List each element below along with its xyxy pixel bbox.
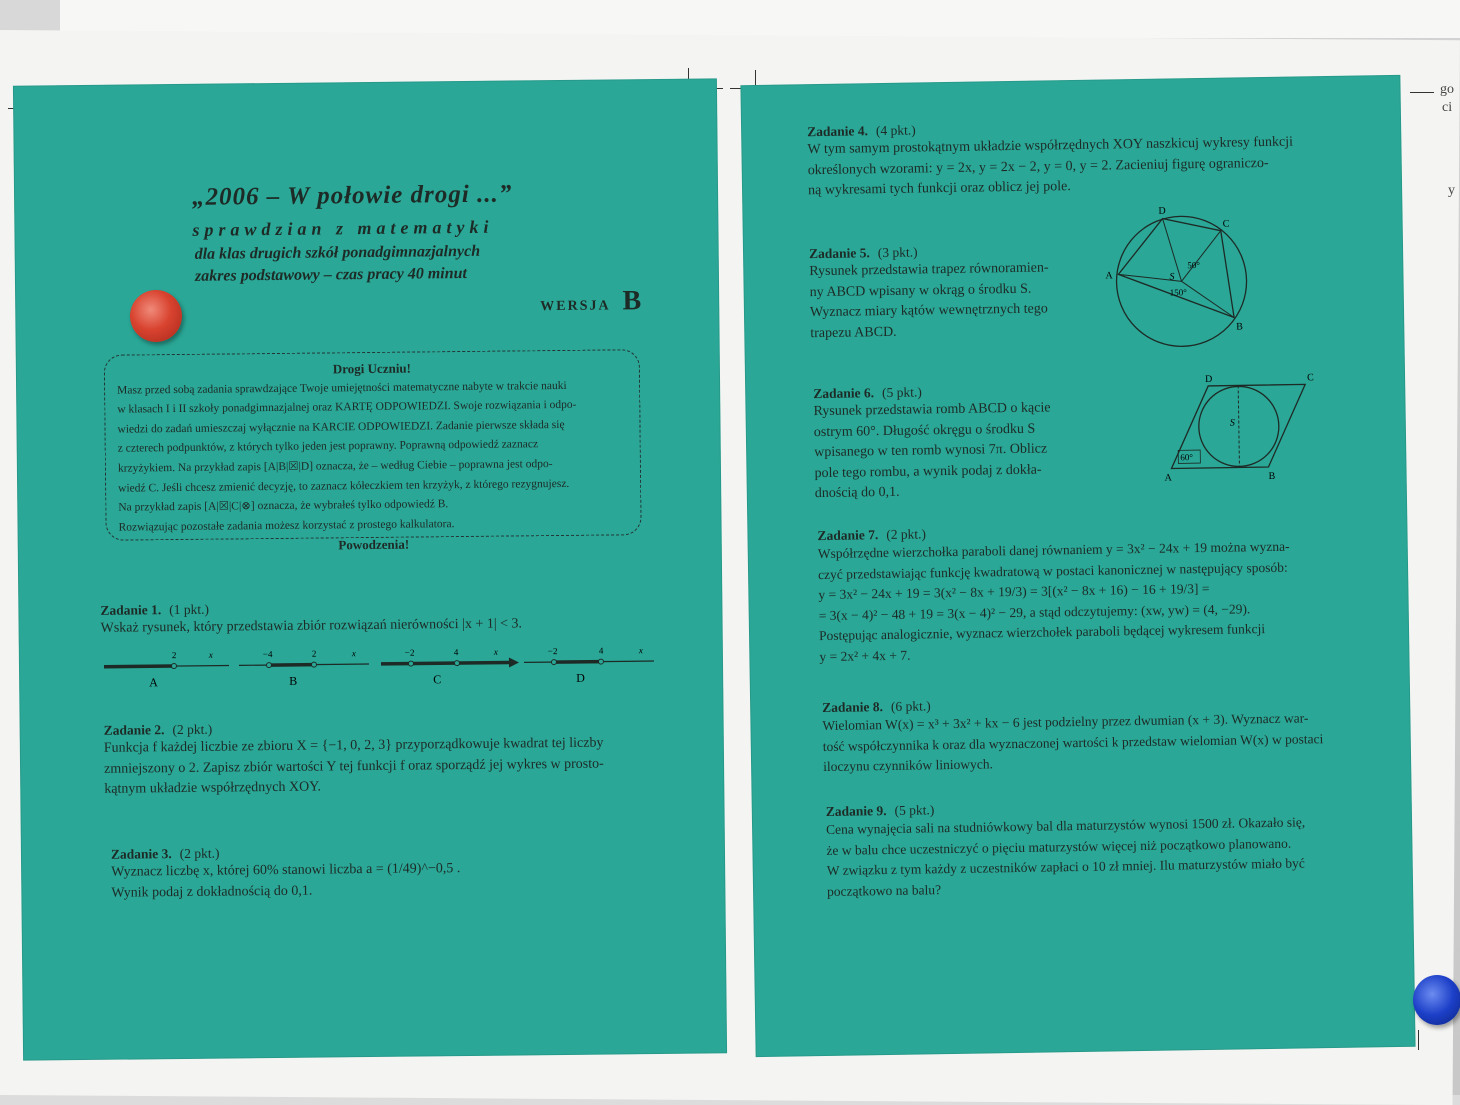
red-pushpin (130, 290, 182, 342)
instructions-line: w klasach I i II szkoły ponadgimnazjalnej oraz KARTĘ ODPOWIEDZI. Swoje rozwiązania i odpo- (117, 395, 627, 420)
tick-label: x (351, 648, 356, 658)
task-2-line: Funkcja f każdej liczbie ze zbioru X = {−1, 0, 2, 3} przyporządkowuje kwadrat tej liczby (104, 733, 674, 759)
vertex-b: B (1269, 471, 1276, 482)
option-b-label: B (289, 674, 297, 688)
task-9 (826, 795, 1387, 902)
task-6-line: ostrym 60°. Długość okręgu o środku S (814, 418, 1114, 443)
task-4-title: Zadanie 4. (807, 123, 868, 139)
number-line-d (524, 645, 654, 685)
task-4-points: (4 pkt.) (876, 122, 916, 138)
task-6-points: (5 pkt.) (882, 384, 922, 400)
task-9-points: (5 pkt.) (894, 802, 934, 818)
task-3 (111, 841, 672, 904)
task-7-line: y = 3x² − 24x + 19 = 3(x² − 8x + 19/3) = 3[(x² − 8x + 16) − 16 + 19/3] = (818, 576, 1378, 605)
exam-title: „2006 – W połowie drogi ...” (192, 180, 512, 211)
center-s: S (1230, 418, 1235, 429)
task-3-line: Wyznacz liczbę x, której 60% stanowi liczba a = (1/49)^−0,5 . (111, 857, 671, 883)
task-1-number-lines (99, 639, 679, 695)
angle-60: 60° (1180, 452, 1193, 462)
task-7-line: czyć przedstawiając funkcję kwadratową w postaci kanonicznej w następujący sposób: (818, 556, 1378, 585)
task-8-line: tość współczynnika k oraz dla wyznaczonej wartości k przedstaw wielomian W(x) w postaci (823, 728, 1383, 757)
exam-audience: dla klas drugich szkół ponadgimnazjalnych (195, 243, 481, 264)
task-3-points: (2 pkt.) (180, 846, 220, 861)
vertex-a: A (1165, 473, 1173, 484)
task-5-line: Wyznacz miary kątów wewnętrznych tego (810, 298, 1110, 323)
task-2-points: (2 pkt.) (172, 722, 212, 737)
edge-fragment-2: ci (1442, 100, 1452, 116)
task-9-line: Cena wynajęcia sali na studniówkowy bal dla maturzystów wynosi 1500 zł. Okazało się, (826, 811, 1386, 840)
task-4-line: określonych wzorami: y = 2x, y = 2x − 2, y = 0, y = 2. Zacieniuj figurę ograniczo- (808, 152, 1368, 181)
task-1-title: Zadanie 1. (100, 602, 161, 618)
vertex-b: B (1236, 321, 1243, 332)
task-5-line: trapezu ABCD. (810, 319, 1110, 344)
task-9-line: W związku z tym każdy z uczestników zapłaci o 10 zł mniej. Ilu maturzystów miało być (827, 852, 1387, 881)
task-6 (813, 381, 1115, 504)
task-9-line: że w balu chce uczestniczyć o pięciu maturzystów więcej niż początkowo planowano. (826, 832, 1386, 861)
center-s: S (1169, 271, 1174, 282)
task-9-title: Zadanie 9. (826, 803, 887, 819)
task-2-line: kątnym układzie współrzędnych XOY. (104, 774, 674, 800)
task-8-points: (6 pkt.) (891, 698, 931, 714)
task-5-trapezoid-figure (1102, 202, 1259, 354)
number-line-a (104, 649, 229, 689)
task-1-points: (1 pkt.) (169, 602, 209, 617)
instructions-line: wiedź C. Jeśli chcesz zmienić decyzję, to zaznacz kółeczkiem ten krzyżyk, z którego rezygnujesz. (118, 474, 628, 499)
task-3-title: Zadanie 3. (111, 846, 172, 862)
vertex-d: D (1158, 206, 1165, 217)
task-6-line: dnością do 0,1. (815, 479, 1115, 504)
tick-label: −2 (405, 648, 415, 658)
vertex-c: C (1307, 372, 1314, 383)
vertex-c: C (1223, 219, 1230, 230)
exam-scope: zakres podstawowy – czas pracy 40 minut (195, 265, 467, 286)
task-4 (807, 115, 1368, 201)
version-letter: B (622, 285, 641, 316)
task-2 (104, 717, 675, 800)
instructions-line: wiedzi do zadań umieszczaj wyłącznie na KARCIE ODPOWIEDZI. Zadanie pierwsze składa się (117, 415, 627, 440)
option-d-label: D (576, 671, 585, 685)
right-exam-sheet (740, 75, 1415, 1057)
task-6-rhombus-figure (1155, 366, 1327, 489)
task-6-title: Zadanie 6. (813, 385, 874, 401)
tick-label: x (638, 645, 643, 655)
instructions-line: Masz przed sobą zadania sprawdzające Twoje umiejętności matematyczne nabyte w trakcie nauki (117, 376, 627, 401)
task-7-line: = 3(x − 4)² − 48 + 19 = 3(x − 4)² − 29, a stąd odczytujemy: (xw, yw) = (4, −29). (819, 597, 1379, 626)
task-7-points: (2 pkt.) (886, 526, 926, 542)
task-8-line: Wielomian W(x) = x³ + 3x² + kx − 6 jest podzielny przez dwumian (x + 3). Wyznacz war- (822, 707, 1382, 736)
edge-fragment-3: y (1448, 183, 1455, 199)
tick-label: 4 (454, 647, 459, 657)
tick-label: x (493, 647, 498, 657)
crop-mark (1418, 1030, 1419, 1050)
task-1-text: Wskaż rysunek, który przedstawia zbiór rozwiązań nierówności |x + 1| < 3. (101, 613, 661, 639)
number-line-b (239, 648, 369, 688)
tick-label: 4 (599, 646, 604, 656)
task-5-line: ny ABCD wpisany w okrąg o środku S. (810, 278, 1110, 303)
tick-label: x (208, 650, 213, 660)
tick-label: −4 (263, 649, 273, 659)
instructions-box (104, 349, 642, 541)
task-4-line: W tym samym prostokątnym układzie współrzędnych XOY naszkicuj wykresy funkcji (807, 131, 1367, 160)
task-6-line: Rysunek przedstawia romb ABCD o kącie (813, 397, 1113, 422)
task-8 (822, 691, 1383, 777)
task-9-line: początkowo na balu? (827, 873, 1387, 902)
task-5-title: Zadanie 5. (809, 245, 870, 261)
option-c-label: C (433, 672, 441, 686)
task-7-line: Współrzędne wierzchołka paraboli danej równaniem y = 3x² − 24x + 19 można wyzna- (818, 535, 1378, 564)
task-5-points: (3 pkt.) (878, 244, 918, 260)
version-label: WERSJA (540, 298, 611, 314)
number-line-c (381, 646, 519, 686)
task-8-line: iloczynu czynników liniowych. (823, 748, 1383, 777)
exam-subtitle: sprawdzian z matematyki (192, 217, 493, 241)
left-exam-sheet (13, 78, 727, 1060)
task-7 (817, 519, 1379, 667)
tick-label: −2 (548, 646, 558, 656)
instructions-line: z czterech podpunktów, z których tylko jeden jest poprawny. Poprawną odpowiedź zaznacz (118, 435, 628, 460)
instructions-closing: Powodzenia! (119, 533, 629, 558)
task-6-line: pole tego rombu, a wynik podaj z dokła- (814, 459, 1114, 484)
angle-50: 50° (1187, 260, 1200, 270)
vertex-d: D (1205, 374, 1212, 385)
task-7-line: y = 2x² + 4x + 7. (819, 638, 1379, 667)
tick-label: 2 (172, 650, 177, 660)
blue-pushpin (1413, 975, 1460, 1025)
task-3-line: Wynik podaj z dokładnością do 0,1. (111, 877, 671, 903)
task-6-line: wpisanego w ten romb wynosi 7π. Oblicz (814, 438, 1114, 463)
vertex-a: A (1105, 270, 1113, 281)
instructions-heading: Drogi Uczniu! (117, 356, 627, 381)
task-4-line: ną wykresami tych funkcji oraz oblicz jej pole. (808, 172, 1368, 201)
edge-fragment-1: go (1440, 82, 1454, 98)
task-1 (100, 597, 660, 639)
crop-mark (1410, 92, 1434, 93)
task-8-title: Zadanie 8. (822, 699, 883, 715)
task-7-line: Postępując analogicznie, wyznacz wierzchołek paraboli będącej wykresem funkcji (819, 617, 1379, 646)
instructions-line: Na przykład zapis [A|☒|C|⊗] oznacza, że wybrałeś tylko odpowiedź B. (118, 493, 628, 518)
task-5 (809, 241, 1111, 344)
task-7-title: Zadanie 7. (817, 527, 878, 543)
angle-150: 150° (1170, 287, 1188, 297)
option-a-label: A (149, 675, 158, 689)
task-2-line: zmniejszony o 2. Zapisz zbiór wartości Y tej funkcji f oraz sporządź jej wykres w prosto- (104, 753, 674, 779)
instructions-line: Rozwiązując pozostałe zadania możesz korzystać z prostego kalkulatora. (118, 513, 628, 538)
version-badge (540, 285, 641, 318)
instructions-line: krzyżykiem. Na przykład zapis [A|B|☒|D] oznacza, że – według Ciebie – poprawna jest odpo- (118, 454, 628, 479)
task-5-line: Rysunek przedstawia trapez równoramien- (809, 257, 1109, 282)
tick-label: 2 (312, 649, 317, 659)
task-2-title: Zadanie 2. (104, 722, 165, 738)
